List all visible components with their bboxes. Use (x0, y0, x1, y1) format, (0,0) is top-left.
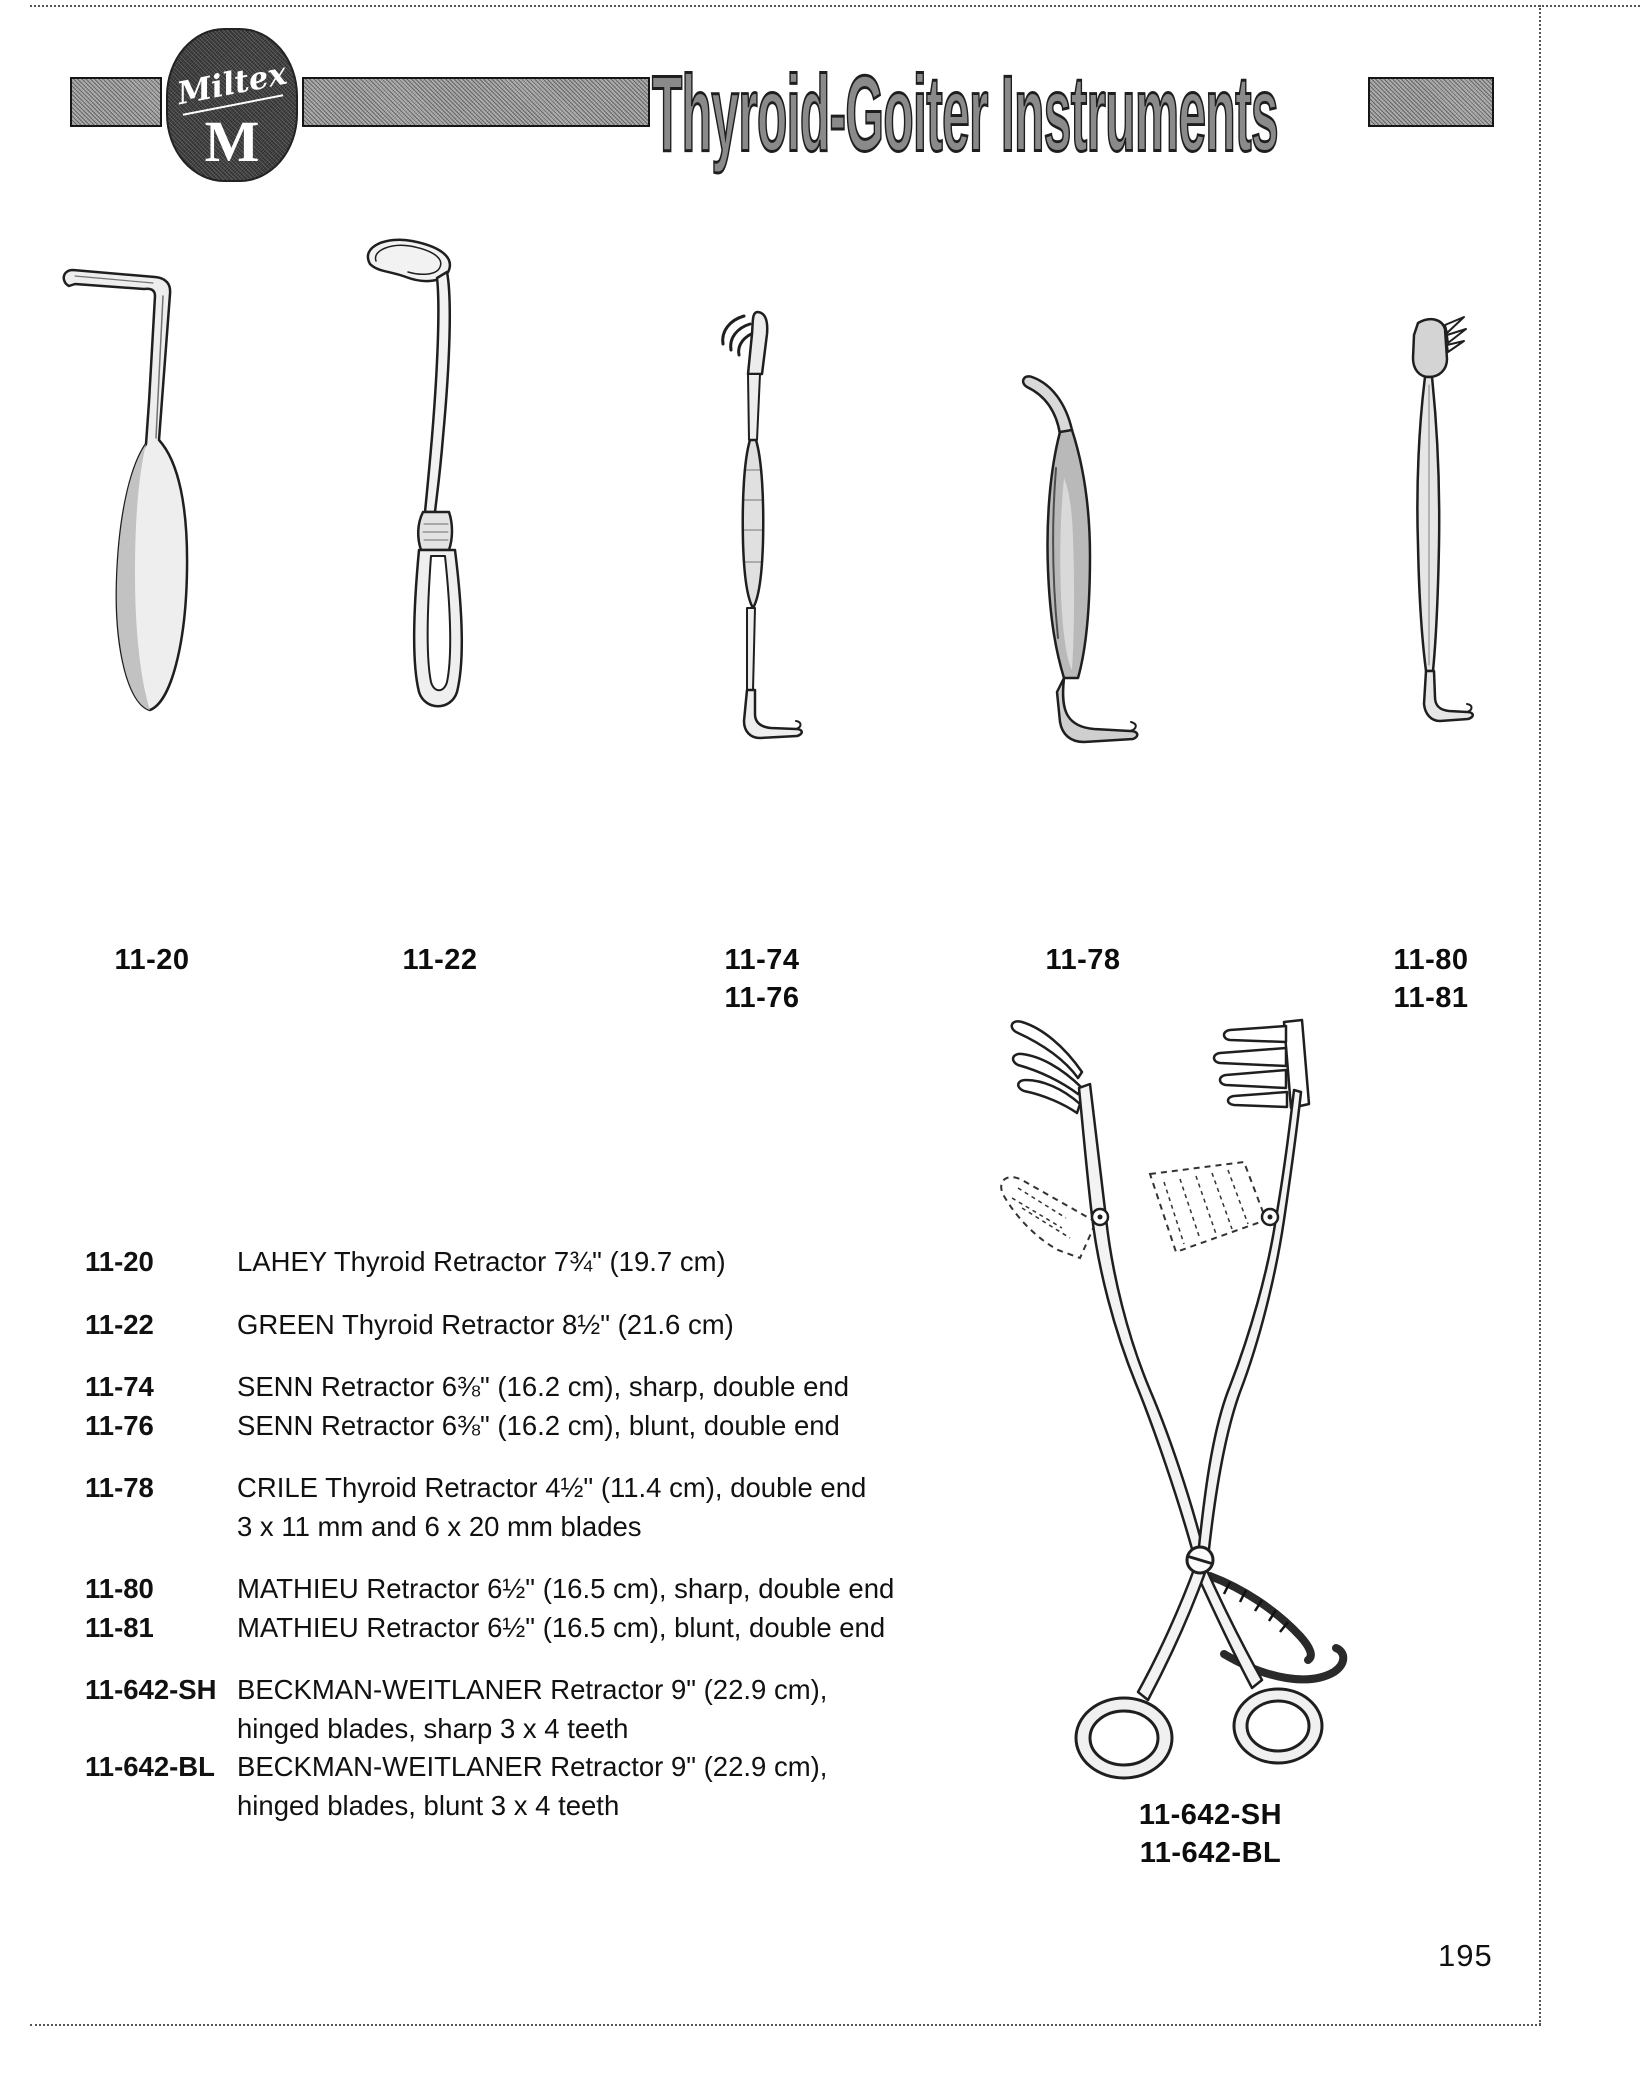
item-number: 11-81 (1393, 982, 1469, 1014)
catalog-group (85, 1306, 985, 1345)
figure-label-11-20 (92, 941, 212, 979)
item-code: 11-20 (85, 1246, 154, 1277)
item-code: 11-78 (85, 1472, 154, 1503)
senn-retractor-illustration (698, 300, 813, 755)
header-bar-right (1368, 77, 1494, 127)
catalog-row (85, 1469, 985, 1508)
figure-label-11-22 (380, 941, 500, 979)
item-code: 11-81 (85, 1611, 154, 1643)
lahey-retractor-illustration (55, 252, 250, 717)
item-number: 11-78 (1045, 944, 1121, 976)
item-code: 11-80 (85, 1573, 154, 1604)
item-description: SENN Retractor 6⅜" (16.2 cm), blunt, double end (237, 1409, 840, 1441)
beckman-weitlaner-retractor-illustration (978, 1012, 1363, 1802)
catalog-group (85, 1671, 985, 1825)
catalog-group (85, 1570, 985, 1647)
miltex-logo (168, 30, 296, 180)
item-description: BECKMAN-WEITLANER Retractor 9" (22.9 cm), (237, 1674, 828, 1705)
catalog-row (85, 1243, 985, 1282)
page-border-bottom (30, 2024, 1541, 2026)
item-description-line2: 3 x 11 mm and 6 x 20 mm blades (237, 1510, 642, 1542)
figure-label-11-78 (1023, 941, 1143, 979)
figure-label-11-80-81 (1371, 941, 1491, 1017)
item-code: 11-22 (85, 1308, 154, 1340)
catalog-group (85, 1469, 985, 1546)
catalog-group (85, 1368, 985, 1445)
catalog-row (85, 1407, 985, 1446)
item-description: CRILE Thyroid Retractor 4½" (11.4 cm), double end (237, 1472, 867, 1503)
item-description-line2: hinged blades, sharp 3 x 4 teeth (237, 1712, 629, 1744)
item-number: 11-80 (1393, 944, 1469, 976)
item-description: BECKMAN-WEITLANER Retractor 9" (22.9 cm), (237, 1751, 828, 1782)
figure-label-11-642 (1108, 1796, 1313, 1872)
header-bar-left (70, 77, 162, 127)
catalog-row (85, 1671, 985, 1710)
item-description: GREEN Thyroid Retractor 8½" (21.6 cm) (237, 1308, 734, 1340)
catalog-row (85, 1609, 985, 1648)
item-number: 11-76 (724, 982, 800, 1014)
page-border-right (1539, 5, 1541, 2025)
item-number: 11-20 (114, 944, 190, 976)
item-number: 11-74 (724, 944, 800, 976)
header-bar-middle (302, 77, 650, 127)
catalog-row (85, 1570, 985, 1609)
item-description-line2: hinged blades, blunt 3 x 4 teeth (237, 1789, 620, 1821)
item-description: MATHIEU Retractor 6½" (16.5 cm), sharp, double end (237, 1573, 895, 1604)
catalog-list (85, 1243, 985, 1849)
catalog-group (85, 1243, 985, 1282)
item-description: LAHEY Thyroid Retractor 7¾" (19.7 cm) (237, 1246, 726, 1277)
page-number: 195 (1438, 1938, 1493, 1973)
item-number: 11-22 (402, 944, 478, 976)
catalog-row (85, 1306, 985, 1345)
item-description: SENN Retractor 6⅜" (16.2 cm), sharp, double end (237, 1371, 849, 1402)
page-title: Thyroid-Goiter Instruments (652, 53, 1278, 174)
item-code: 11-74 (85, 1371, 154, 1402)
page-border-top (30, 5, 1640, 7)
green-retractor-illustration (348, 232, 488, 717)
item-number: 11-642-BL (1139, 1837, 1282, 1869)
crile-retractor-illustration (1012, 358, 1152, 748)
item-code: 11-642-BL (85, 1751, 215, 1782)
mathieu-retractor-illustration (1388, 305, 1478, 735)
item-description: MATHIEU Retractor 6½" (16.5 cm), blunt, double end (237, 1611, 886, 1643)
figure-label-11-74-76 (702, 941, 822, 1017)
item-code: 11-642-SH (85, 1674, 217, 1705)
catalog-row (85, 1368, 985, 1407)
item-number: 11-642-SH (1138, 1799, 1283, 1831)
miltex-logo-monogram: M (204, 109, 260, 174)
catalog-row (85, 1748, 985, 1787)
miltex-logo-script: Miltex (174, 55, 290, 113)
item-code: 11-76 (85, 1409, 154, 1441)
